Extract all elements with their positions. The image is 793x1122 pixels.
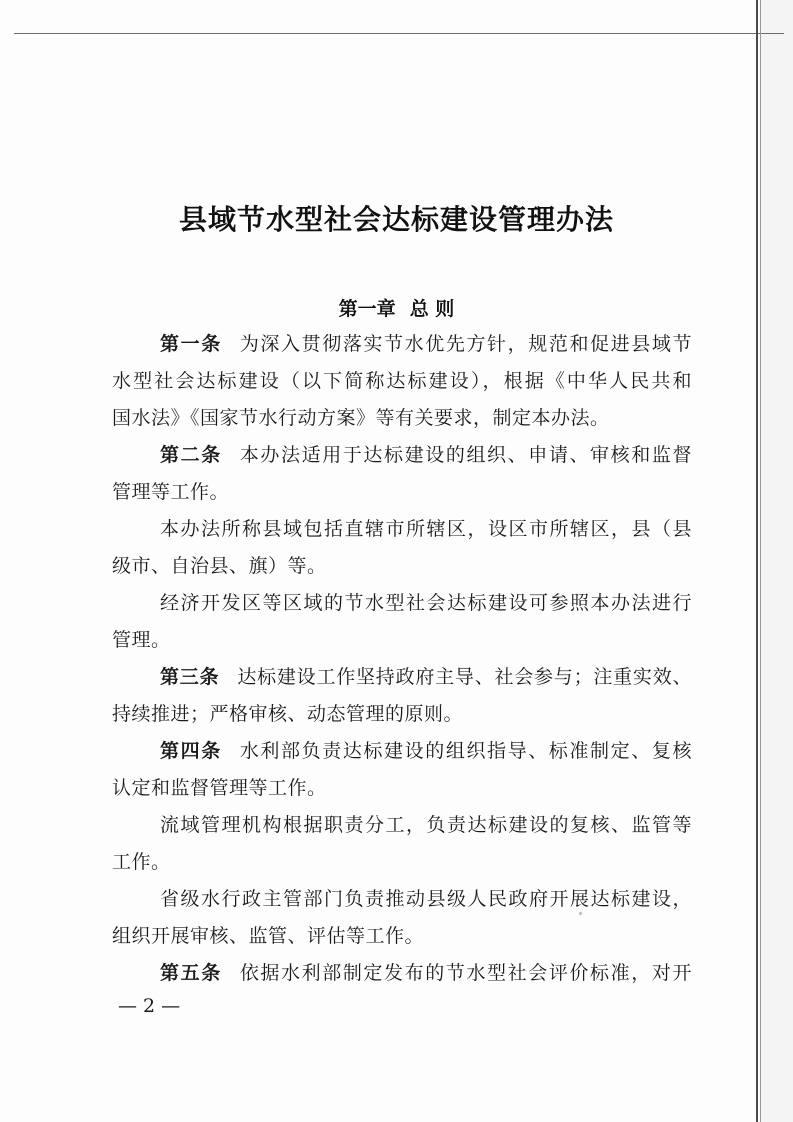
- paragraph-line: 省级水行政主管部门负责推动县级人民政府开展达标建设，: [160, 888, 692, 910]
- paragraph-line: 第四条 水利部负责达标建设的组织指导、标准制定、复核: [160, 740, 692, 762]
- page-top-edge: [14, 33, 784, 34]
- paragraph-line: 认定和监督管理等工作。: [112, 777, 327, 799]
- article-label: 第三条: [160, 666, 220, 688]
- scan-speck: [579, 912, 582, 915]
- paragraph-line: 管理等工作。: [112, 481, 230, 503]
- page-right-edge: [756, 0, 758, 1122]
- paragraph-line: 第一条 为深入贯彻落实节水优先方针，规范和促进县域节: [160, 333, 692, 355]
- paragraph-line: 工作。: [112, 851, 171, 873]
- article-label: 第二条: [160, 444, 222, 466]
- paragraph-line: 本办法所称县域包括直辖市所辖区，设区市所辖区，县（县: [160, 518, 692, 540]
- document-title: 县域节水型社会达标建设管理办法: [178, 203, 614, 236]
- article-label: 第五条: [160, 962, 222, 984]
- paragraph-line: 级市、自治县、旗）等。: [112, 555, 327, 577]
- page-number: — 2 —: [118, 995, 181, 1017]
- paragraph-line: 持续推进；严格审核、动态管理的原则。: [112, 703, 464, 725]
- article-label: 第一条: [160, 333, 222, 355]
- article-label: 第四条: [160, 740, 222, 762]
- paragraph-line: 第二条 本办法适用于达标建设的组织、申请、审核和监督: [160, 444, 692, 466]
- paragraph-line: 第三条 达标建设工作坚持政府主导、社会参与；注重实效、: [160, 666, 692, 688]
- paragraph-line: 组织开展审核、监管、评估等工作。: [112, 925, 425, 947]
- paragraph-line: 经济开发区等区域的节水型社会达标建设可参照本办法进行: [160, 592, 692, 614]
- chapter-number: 第一章: [338, 298, 396, 320]
- scan-shadow: [761, 0, 793, 1122]
- paragraph-line: 管理。: [112, 629, 171, 651]
- chapter-heading: [0, 294, 793, 321]
- chapter-name: 总 则: [409, 298, 455, 320]
- paragraph-line: 流域管理机构根据职责分工，负责达标建设的复核、监管等: [160, 814, 692, 836]
- paragraph-line: 水型社会达标建设（以下简称达标建设），根据《中华人民共和: [112, 370, 692, 392]
- paragraph-line: 国水法》《国家节水行动方案》等有关要求，制定本办法。: [112, 407, 610, 429]
- paragraph-line: 第五条 依据水利部制定发布的节水型社会评价标准，对开: [160, 962, 692, 984]
- page-right-edge-inner: [760, 0, 761, 1122]
